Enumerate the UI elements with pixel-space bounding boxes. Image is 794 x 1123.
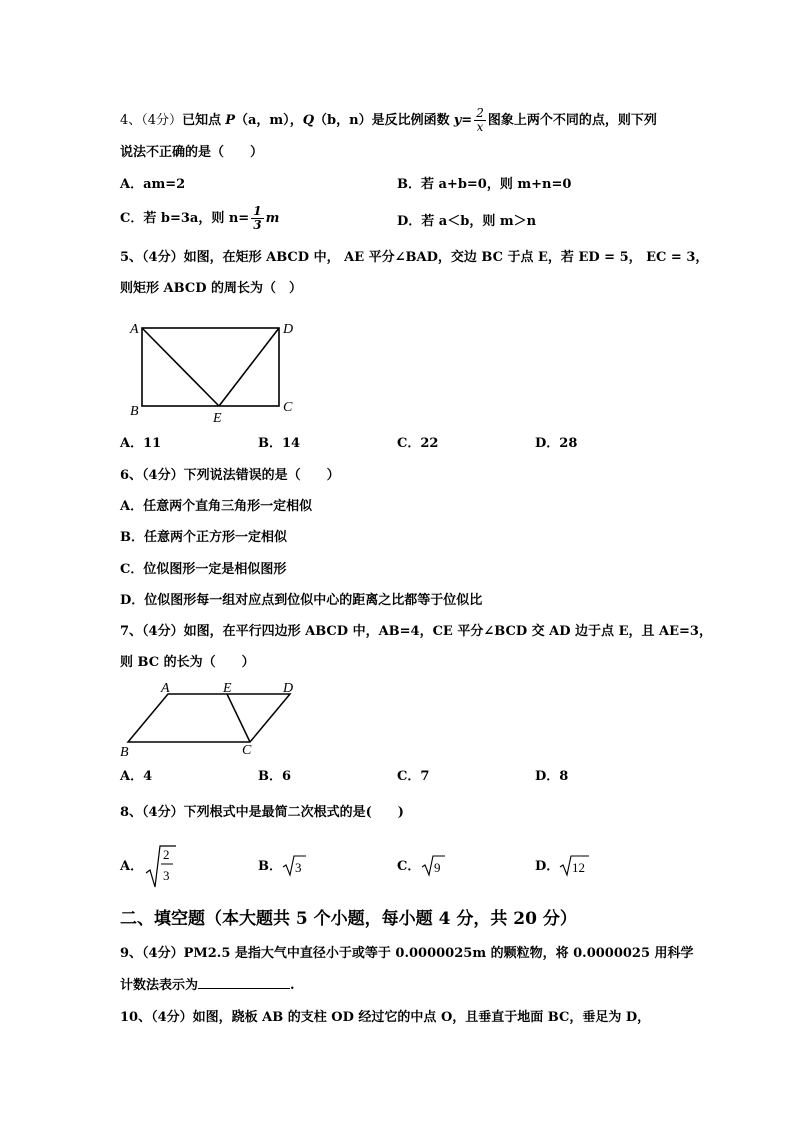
radical-b-value: 3 — [295, 860, 302, 875]
label-c: C — [242, 743, 252, 758]
q8-option-d-radical — [559, 854, 591, 878]
q9-stem-line1: 9、（4分）PM2.5 是指大气中直径小于或等于 0.0000025m 的颗粒物，将 0.0000025 用科学 — [120, 946, 694, 961]
q6-option-a: A．任意两个直角三角形一定相似 — [120, 499, 313, 514]
q4-option-b: B．若 a+b=0，则 m+n=0 — [397, 177, 572, 192]
q8-option-c-radical — [421, 854, 447, 878]
q8-option-a-label: A． — [120, 859, 144, 874]
segment-ce — [227, 694, 250, 742]
section-fill-in-title: 二、填空题（本大题共 5 个小题，每小题 4 分，共 20 分） — [120, 909, 577, 929]
label-e: E — [223, 681, 232, 696]
rectangle-abcd — [142, 328, 279, 406]
q7-stem-line2: 则 BC 的长为（ ） — [120, 655, 255, 670]
q5-rectangle-figure — [120, 315, 310, 430]
q8-option-b-label: B． — [258, 859, 282, 874]
q7-stem-line1: 7、（4分）如图，在平行四边形 ABCD 中，AB=4，CE 平分∠BCD 交 AD 边于点 E，且 AE=3， — [120, 624, 712, 639]
radical-c-value: 9 — [434, 860, 441, 875]
q5-option-d: D．28 — [535, 436, 578, 451]
q6-option-b: B．任意两个正方形一定相似 — [120, 530, 287, 545]
q4-stem-line2: 说法不正确的是（ ） — [120, 145, 264, 160]
answer-blank — [198, 976, 290, 989]
q7-option-a: A．4 — [120, 769, 153, 784]
q7-parallelogram-figure — [115, 678, 315, 760]
q4-option-c: C．若 b=3a，则 n= $\frac{1}{3}$ m — [120, 204, 280, 232]
radical-d-value: 12 — [572, 860, 585, 875]
q8-option-b-radical — [282, 854, 308, 878]
q4-option-c-fraction: $\frac{1}{3}$ — [253, 204, 262, 232]
radical-sign — [146, 846, 176, 887]
q5-option-b: B．14 — [258, 436, 301, 451]
q6-stem: 6、（4分）下列说法错误的是（ ） — [120, 468, 340, 483]
radical-a-numerator: 2 — [163, 847, 170, 862]
q8-option-a-radical — [144, 842, 178, 890]
q4-function-fraction: $\frac{2}{x}$ — [476, 106, 484, 134]
q8-stem: 8、（4分）下列根式中是最简二次根式的是( ) — [120, 805, 404, 820]
radical-a-denominator: 3 — [163, 868, 170, 883]
q7-option-b: B．6 — [258, 769, 292, 784]
q8-option-c-label: C． — [397, 859, 421, 874]
q7-option-c: C．7 — [397, 769, 430, 784]
label-e: E — [213, 411, 222, 426]
parallelogram-abcd — [128, 694, 290, 742]
q10-stem-line1: 10、（4分）如图，跷板 AB 的支柱 OD 经过它的中点 O，且垂直于地面 BC，垂足为 D， — [120, 1010, 651, 1025]
label-d: D — [283, 681, 294, 696]
label-a: A — [161, 681, 170, 696]
q4-option-a: A．am=2 — [120, 177, 186, 192]
q5-option-c: C．22 — [397, 436, 439, 451]
q5-option-a: A．11 — [120, 436, 162, 451]
q5-stem-line1: 5、（4分）如图，在矩形 ABCD 中， AE 平分∠BAD，交边 BC 于点 E，若 ED = 5， EC = 3， — [120, 250, 709, 265]
label-a: A — [130, 322, 139, 337]
segment-ae — [142, 328, 219, 406]
label-b: B — [120, 745, 129, 760]
q7-option-d: D．8 — [535, 769, 569, 784]
q4-stem-line1: 4、（4分）已知点 P（a，m），Q（b，n）是反比例函数 y= $\frac{2}{x}$ 图象上两个不同的点，则下列 — [120, 106, 657, 134]
q4-option-d: D．若 a＜b，则 m＞n — [397, 214, 537, 229]
label-c: C — [283, 400, 293, 415]
label-b: B — [130, 404, 139, 419]
q6-option-c: C．位似图形一定是相似图形 — [120, 562, 287, 577]
label-d: D — [283, 322, 294, 337]
q5-stem-line2: 则矩形 ABCD 的周长为（ ） — [120, 281, 302, 296]
q9-stem-line2: 计数法表示为 . — [120, 978, 295, 993]
q6-option-d: D．位似图形每一组对应点到位似中心的距离之比都等于位似比 — [120, 593, 483, 608]
segment-de — [219, 328, 279, 406]
q8-option-d-label: D． — [535, 859, 560, 874]
